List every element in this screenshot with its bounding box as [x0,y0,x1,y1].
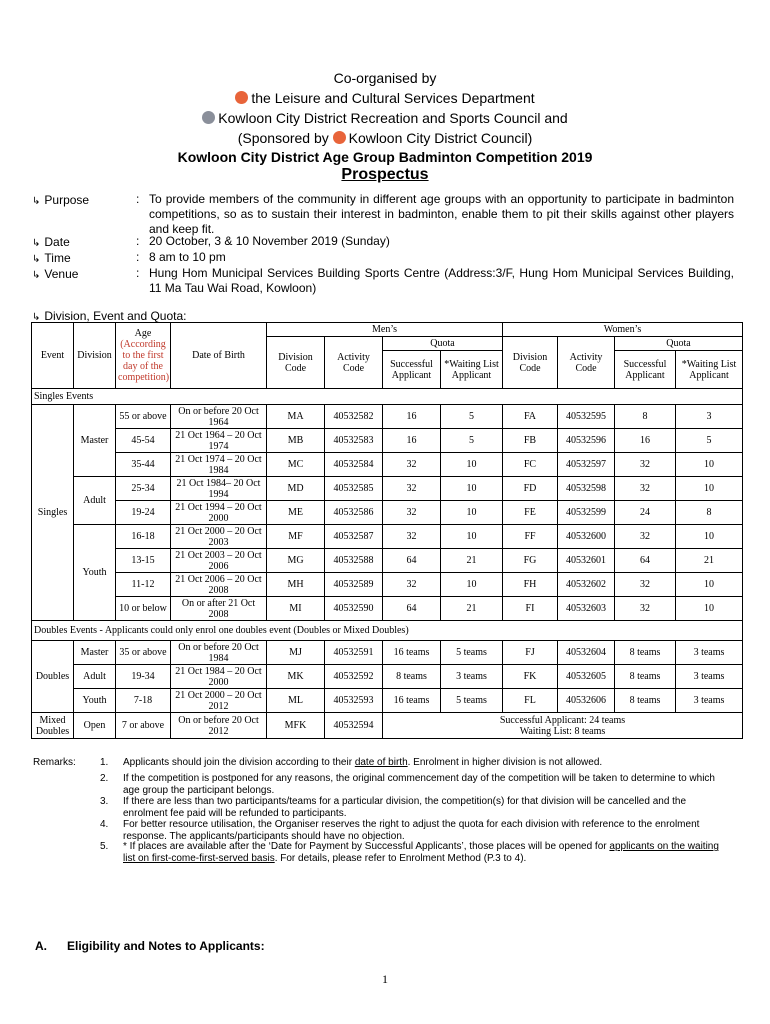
table-row: 35-44 21 Oct 1974 – 20 Oct 1984 MC 40532584 32 10 FC 40532597 32 10 [32,453,743,477]
council-line: Kowloon City District Recreation and Sports Council and [0,108,770,128]
mens-division-code-header: Division Code [267,337,325,389]
master-division-cell: Master [74,405,116,477]
doubles-event-cell: Doubles [32,641,74,713]
date-label: ↳ Date [32,235,70,249]
colon: : [136,234,140,248]
quota-table [31,322,743,739]
womens-division-code-header: Division Code [503,337,558,389]
bullet-icon: ↳ [32,238,41,249]
womens-successful-header: Successful Applicant [615,351,676,389]
page-number: 1 [382,972,388,986]
womens-activity-code-header: Activity Code [558,337,615,389]
competition-title: Kowloon City District Age Group Badminton Competition 2019 [177,149,593,165]
womens-header: Women’s [503,323,743,337]
singles-events-section: Singles Events [32,389,743,405]
table-row: Youth 16-18 21 Oct 2000 – 20 Oct 2003 MF 40532587 32 10 FF 40532600 32 10 [32,525,743,549]
colon: : [136,192,140,206]
venue-label: ↳ Venue [32,267,79,281]
table-row: 11-12 21 Oct 2006 – 20 Oct 2008 MH 40532589 32 10 FH 40532602 32 10 [32,573,743,597]
mixed-quota-note: Successful Applicant: 24 teams Waiting List: 8 teams [383,713,743,739]
adult-division-cell: Adult [74,477,116,525]
division-label: ↳ Division, Event and Quota: [32,309,187,323]
remarks-label: Remarks: [33,757,76,768]
venue-text: Hung Hom Municipal Services Building Sports Centre (Address:3/F, Hung Hom Municipal Services Building, 11 Ma Tau Wai Road, Kowloon) [149,266,734,295]
mens-waiting-header: *Waiting List Applicant [441,351,503,389]
mens-quota-header: Quota [383,337,503,351]
prospectus-heading: Prospectus [341,166,429,183]
youth-division-cell: Youth [74,525,116,621]
colon: : [136,250,140,264]
prospectus-page: Co-organised by the Leisure and Cultural Services Department Kowloon City District Recreation and Sports Council and (Sponsored by Kowloon City District Council) Kowloon City District Age Group Badminton Competition 2019 Prospectus ↳ Purpose : To provide members of the community in different age groups with an opportunity to participate in badminton competitions, so as to sustain their interest in badminton, enable them to pit their skills against other players and keep fit. ↳ Date : 20 October, 3 & 10 November 2019 (Sunday) ↳ Time : 8 am to 10 pm ↳ Venue : Hung Hom Municipal Services Building Sports Centre (Address:3/F, Hung Hom Municipal Services Building, 11 Ma Tau Wai Road, Kowloon) ↳ Division, Event and Quota: Event Division Age (According to the first day of the competition) Date of Birth Men’s Women’s Division Code Activity Code Quota Division Code Activity Code Quota Successful Applicant *Waiting List Applicant Successful Applicant *Waiting List Applicant Singles Events Singles Master 55 or above On or before 20 Oct 1964 MA 40532582 16 5 FA 40532595 8 3 45-54 21 Oct 1964 – 20 Oct 1974 MB 40532583 16 5 FB 40532596 16 5 35-44 21 Oct 1974 – 20 Oct 1984 MC 40532584 32 10 FC 40532597 32 10 Adult 25-34 21 Oct 1984– 20 Oct 1994 MD 40532585 32 10 FD 40532598 32 10 19-24 21 Oct 1994 – 20 Oct 2000 ME 40532586 32 10 FE 40532599 24 8 Youth 16-18 21 Oct 2000 – 20 Oct 2003 MF 40532587 32 10 FF 40532600 32 10 13-15 21 Oct 2003 – 20 Oct 2006 MG 40532588 64 21 FG 40532601 64 21 11-12 21 Oct 2006 – 20 Oct 2008 MH 40532589 32 10 FH 40532602 32 10 10 or below On or after 21 Oct 2008 MI 40532590 64 21 FI 40532603 32 10 Doubles Events - Applicants could only enrol one doubles event (Doubles or Mixed Doubles) Doubles Master 35 or above On or before 20 Oct 1984 MJ 40532591 16 teams 5 teams FJ 40532604 8 teams 3 teams Adult 19-34 21 Oct 1984 – 20 Oct 2000 MK 40532592 8 teams 3 teams FK 40532605 8 teams 3 teams Youth 7-18 21 Oct 2000 – 20 Oct 2012 ML 40532593 16 teams 5 teams FL 40532606 8 teams 3 teams Mixed Doubles Open 7 or above On or before 20 Oct 2012 MFK 40532594 Successful Applicant: 24 teams Waiting List: 8 teams Remarks: 1. Applicants should join the division according to their date of birth. Enrolment in higher division is not allowed. 2. If the competition is postponed for any reasons, the original commencement day of the competition will be taken to determine to which age group the participant belongs. 3. If there are less than two participants/teams for a particular division, the competition(s) for that division will be cancelled and the enrolment fee paid will be refunded to participants. 4. For better resource utilisation, the Organiser reserves the right to adjust the quota for each division with reference to the enrolment response. The applicants/participants should have no objection. 5. * If places are available after the ‘Date for Payment by Successful Applicants’, those places will be opened for applicants on the waiting list on first-come-first-served basis. For details, please refer to Enrolment Method (P.3 to 4). A. Eligibility and Notes to Applicants: 1 [0,0,770,1024]
table-row: 13-15 21 Oct 2003 – 20 Oct 2006 MG 40532588 64 21 FG 40532601 64 21 [32,549,743,573]
table-row: 19-24 21 Oct 1994 – 20 Oct 2000 ME 40532586 32 10 FE 40532599 24 8 [32,501,743,525]
remark-2: If the competition is postponed for any reasons, the original commencement day of the competition will be taken to determine to which age group the participant belongs. [123,773,715,796]
co-organised-line: Co-organised by [333,70,437,86]
doubles-events-section: Doubles Events - Applicants could only enrol one doubles event (Doubles or Mixed Doubles) [32,621,743,641]
table-row: Adult 19-34 21 Oct 1984 – 20 Oct 2000 MK 40532592 8 teams 3 teams FK 40532605 8 teams 3 teams [32,665,743,689]
division-header: Division [74,323,116,389]
bullet-icon: ↳ [32,196,41,207]
time-text: 8 am to 10 pm [149,250,226,264]
remark-3: If there are less than two participants/teams for a particular division, the competition(s) for that division will be cancelled and the enrolment fee paid will be refunded to participants. [123,796,687,819]
sponsor-line: (Sponsored by Kowloon City District Council) [237,130,533,146]
purpose-text: To provide members of the community in different age groups with an opportunity to participate in badminton competitions, so as to sustain their interest in badminton, enable them to pit their skills against other players and keep fit. [149,192,734,236]
sports-council-logo-icon [202,111,215,124]
remark-1: Applicants should join the division according to their date of birth. Enrolment in higher division is not allowed. [123,757,603,768]
event-header: Event [32,323,74,389]
table-row: 10 or below On or after 21 Oct 2008 MI 40532590 64 21 FI 40532603 32 10 [32,597,743,621]
table-row: Mixed Doubles Open 7 or above On or before 20 Oct 2012 MFK 40532594 Successful Applicant: 24 teams Waiting List: 8 teams [32,713,743,739]
bullet-icon: ↳ [32,254,41,265]
singles-event-cell: Singles [32,405,74,621]
womens-waiting-header: *Waiting List Applicant [676,351,743,389]
date-text: 20 October, 3 & 10 November 2019 (Sunday) [149,234,390,248]
colon: : [136,266,140,280]
lcsd-logo-icon [235,91,248,104]
district-council-logo-icon [333,131,346,144]
remark-4: For better resource utilisation, the Organiser reserves the right to adjust the quota for each division with reference to the enrolment response. The applicants/participants should have no objection. [123,819,700,842]
table-row: Doubles Master 35 or above On or before 20 Oct 1984 MJ 40532591 16 teams 5 teams FJ 40532604 8 teams 3 teams [32,641,743,665]
lcsd-line: the Leisure and Cultural Services Department [0,88,770,108]
dob-header: Date of Birth [171,323,267,389]
section-a-heading: A. Eligibility and Notes to Applicants: [35,939,265,953]
bullet-icon: ↳ [32,270,41,281]
age-header: Age (According to the first day of the competition) [116,323,171,389]
purpose-label: ↳ Purpose [32,193,90,207]
age-note: (According to the first day of the competition) [118,339,170,383]
mens-activity-code-header: Activity Code [325,337,383,389]
table-row: 45-54 21 Oct 1964 – 20 Oct 1974 MB 40532583 16 5 FB 40532596 16 5 [32,429,743,453]
mens-successful-header: Successful Applicant [383,351,441,389]
time-label: ↳ Time [32,251,71,265]
remark-5: * If places are available after the ‘Date for Payment by Successful Applicants’, those places will be opened for applicants on the waiting list on first-come-first-served basis. For details, please refer to Enrolment Method (P.3 to 4). [123,841,719,864]
table-row: Youth 7-18 21 Oct 2000 – 20 Oct 2012 ML 40532593 16 teams 5 teams FL 40532606 8 teams 3 teams [32,689,743,713]
bullet-icon: ↳ [32,312,41,323]
table-row: Adult 25-34 21 Oct 1984– 20 Oct 1994 MD 40532585 32 10 FD 40532598 32 10 [32,477,743,501]
table-row: Singles Master 55 or above On or before 20 Oct 1964 MA 40532582 16 5 FA 40532595 8 3 [32,405,743,429]
womens-quota-header: Quota [615,337,743,351]
mens-header: Men’s [267,323,503,337]
